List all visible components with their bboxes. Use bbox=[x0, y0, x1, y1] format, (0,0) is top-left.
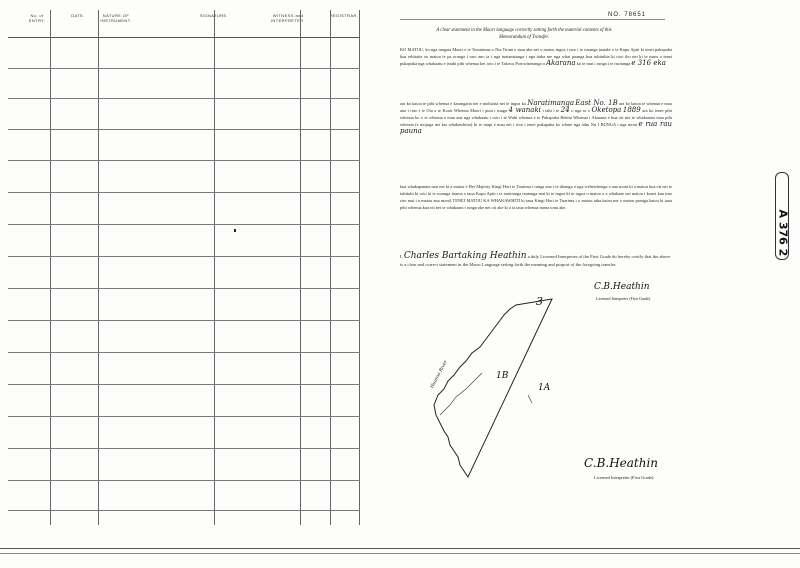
ledger-row-rule bbox=[8, 256, 360, 257]
paragraph-1-end: ko te mui i runga i te ruritanga bbox=[576, 61, 631, 66]
ledger-row-rule bbox=[8, 352, 360, 353]
handwritten-year: 1889 bbox=[622, 106, 641, 114]
ledger-header-date: DATE. bbox=[71, 13, 85, 18]
ledger-row-rule bbox=[8, 68, 360, 69]
ledger-row-rule bbox=[8, 448, 360, 449]
ledger-row-rule bbox=[8, 384, 360, 385]
paragraph-2-d: ara ko tenei pihi whenua ko o te whenua e mau ana nga whakaatu i roto i te Wahi bbox=[400, 108, 672, 120]
ledger-row-rule bbox=[8, 510, 360, 511]
paragraph-1-text: KO MATOU, ko nga tangata Maori e te Tomininaa o Nia Tirani e mau ake nei o matou ingoa i raro i te ruranga tuatahi o te Kupu Apiti ki tenei pukapuka kua rehitatia ao matou te pa oranga i raro ano ia i nga tuatanatanga i nga tiaka me nga whai paanga kua tuhituhia ki roto ibo nei ki te mara o tenei pukapuka nga whakaatu e tetahi pihi whenua kei roto i te Takiwa Porowinetanga o bbox=[400, 47, 672, 66]
tick-mark bbox=[528, 395, 532, 403]
page-bottom-rule bbox=[0, 548, 800, 549]
interpreter-certificate bbox=[400, 252, 672, 269]
plan-label-1b: 1B bbox=[496, 371, 509, 381]
plan-river-label: Huaroa River bbox=[430, 359, 449, 390]
survey-plan bbox=[420, 295, 580, 485]
ledger-header-entry: No. of ENTRY. bbox=[28, 13, 46, 23]
stamp-label: A 376 2 bbox=[776, 209, 790, 257]
paragraph-3: kua whakapanaia mai nei ki a matou e Her Majesty Kingi Hori te Tuarima i runga ano i te tikanga o nga wehewhenga o aua moni ki a matou kua oti nei te tuhituhi ki roto ki te ruranga tuarua o taua Kupu Apiti i te tautiranga tautanga mai ki te ingoa ki te ingoa o matou o a whakaae nei matou i konei kua tino riro mai i a matou aua moni) TENEI MATOU KA WHAKAWHITI ki taua Kingi Hori te Tuarima i o matou taha katoa me o matou paanga katoa ki taua pihi whenua kua oti nei te whakaatu i runga ake nei oti ake ki a ia taua whenua mona tonu ake. bbox=[400, 184, 672, 210]
handwritten-block-number: East No. 1B bbox=[575, 99, 618, 107]
plan-outline bbox=[420, 295, 580, 485]
handwritten-interpreter-name: Charles Bartaking Heathin bbox=[403, 251, 527, 261]
paragraph-1 bbox=[400, 46, 672, 67]
ledger-row-rule bbox=[8, 129, 360, 130]
paragraph-2-f: Pukapuka Rehita Whenua i Akarana e kua oti nei te whakaatua taua pihi whenua (e mojnga nei kia whakawhitia) ki te mapi e mau nei i roto i tenei pukapuka ko whare nga tahu Nu I BUNGA i nga moni bbox=[400, 115, 672, 127]
ledger-row-rule bbox=[8, 480, 360, 481]
ledger-row-rule bbox=[8, 160, 360, 161]
handwritten-month: Oketopa bbox=[591, 106, 622, 114]
ink-mark bbox=[234, 229, 236, 232]
paragraph-2 bbox=[400, 100, 672, 135]
certificate-pre: I, bbox=[400, 254, 403, 259]
plan-label-3: 3 bbox=[536, 295, 543, 308]
ledger-header-signature: SIGNATURE. bbox=[199, 13, 229, 18]
handwritten-date: 4 wanaki bbox=[508, 106, 541, 114]
ledger-header-instrument: NATURE OF INSTRUMENT. bbox=[100, 13, 132, 23]
interpreter-signature: C.B.Heathin bbox=[594, 282, 650, 292]
second-signature: C.B.Heathin bbox=[584, 456, 659, 470]
block-boundary bbox=[434, 299, 552, 477]
river-line bbox=[440, 373, 482, 415]
handwritten-block-name: Naratimanga bbox=[527, 99, 575, 107]
handwritten-money: e rua rau pauna bbox=[400, 120, 673, 135]
handwritten-day: 24 bbox=[560, 106, 570, 114]
ledger-row-rule bbox=[8, 98, 360, 99]
document-number: NO. 78651 bbox=[608, 12, 647, 18]
paragraph-2-mid: ara ko katoa te whenua e mau ana i roto i te Ota a te Kooti Whenua Maori i puta i runga bbox=[400, 101, 672, 113]
ledger-row-rule bbox=[8, 288, 360, 289]
header-rule bbox=[400, 19, 665, 20]
ledger-table bbox=[8, 10, 360, 525]
document-intro: A clear statement in the Maori language correctly setting forth the material contents of this Memorandum of Transfer. bbox=[436, 28, 612, 40]
ledger-row-rule bbox=[8, 224, 360, 225]
paragraph-2-b: i tahi i te bbox=[542, 108, 560, 113]
archive-stamp bbox=[774, 172, 791, 262]
ledger-row-rule bbox=[8, 320, 360, 321]
second-signature-title: Licensed Interpreter (First Grade). bbox=[594, 475, 655, 480]
interpreter-title: Licensed Interpreter (First Grade). bbox=[596, 296, 652, 301]
paragraph-2-e: whenua e te bbox=[518, 115, 541, 120]
certificate-text: a duly Licensed Interpreter of the First Grade do hereby certify that the above is a clear and correct statement in the Maori Language setting forth the meaning and purport of the foregoing transfer. bbox=[400, 254, 671, 267]
handwritten-area: e 316 eka bbox=[631, 59, 666, 67]
ledger-header-registrar: REGISTRAR. bbox=[329, 13, 359, 18]
ledger-header bbox=[8, 10, 360, 38]
ledger-header-witness: WITNESS and INTERPRETER. bbox=[270, 13, 306, 23]
ledger-row-rule bbox=[8, 192, 360, 193]
plan-label-1a: 1A bbox=[538, 383, 551, 393]
page-bottom-rule bbox=[0, 553, 800, 554]
handwritten-place: Akarana bbox=[545, 59, 576, 67]
paragraph-2-pre: ara ko katoa te pihi whenua e karangatia nei e mohiotia nei te ingoa ko bbox=[400, 101, 526, 106]
ledger-row-rule bbox=[8, 416, 360, 417]
paragraph-2-c: o nga ra o bbox=[571, 108, 590, 113]
